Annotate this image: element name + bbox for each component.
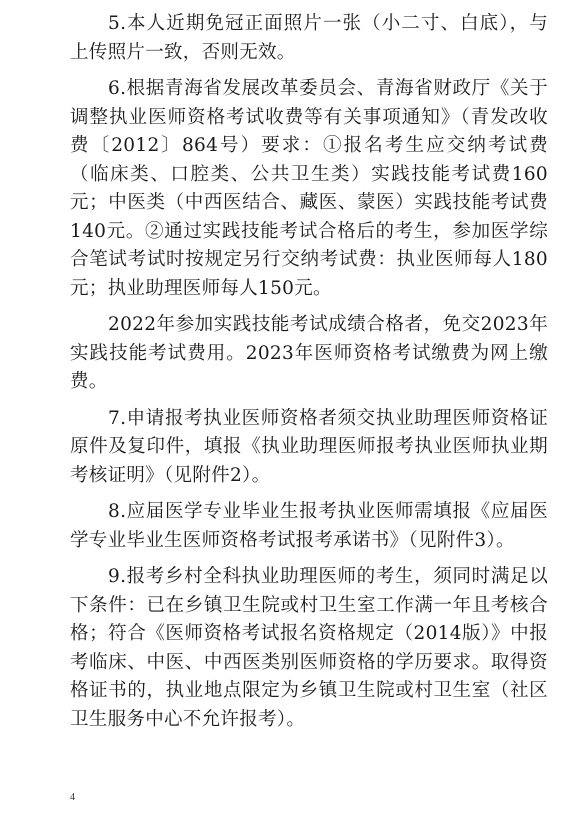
paragraph-item-7: 7.申请报考执业医师资格者须交执业助理医师资格证原件及复印件，填报《执业助理医师报考执业医师执业期考核证明》（见附件2）。 — [70, 407, 548, 486]
page-number: 4 — [70, 792, 75, 803]
document-page — [70, 10, 548, 742]
paragraph-item-5: 5.本人近期免冠正面照片一张（小二寸、白底），与上传照片一致，否则无效。 — [70, 13, 548, 63]
paragraph-item-9: 9.报考乡村全科执业助理医师的考生，须同时满足以下条件：已在乡镇卫生院或村卫生室工作满一年且考核合格；符合《医师资格考试报名资格规定（2014版）》中报考临床、中医、中西医类别医师资格的学历要求。取得资格证书的，执业地点限定为乡镇卫生院或村卫生室（社区卫生服务中心不允许报考）。 — [70, 566, 548, 730]
paragraph-item-8: 8.应届医学专业毕业生报考执业医师需填报《应届医学专业毕业生医师资格考试报考承诺书》（见附件3）。 — [70, 501, 548, 551]
paragraph-exemption-note: 2022年参加实践技能考试成绩合格者，免交2023年实践技能考试费用。2023年医师资格考试缴费为网上缴费。 — [70, 314, 548, 392]
paragraph-item-6: 6.根据青海省发展改革委员会、青海省财政厅《关于调整执业医师资格考试收费等有关事项通知》（青发改收费〔2012〕864号）要求：①报名考生应交纳考试费（临床类、口腔类、公共卫生类）实践技能考试费160元；中医类（中西医结合、藏医、蒙医）实践技能考试费140元。②通过实践技能考试合格后的考生，参加医学综合笔试考试时按规定另行交纳考试费：执业医师每人180元；执业助理医师每人150元。 — [70, 78, 548, 299]
